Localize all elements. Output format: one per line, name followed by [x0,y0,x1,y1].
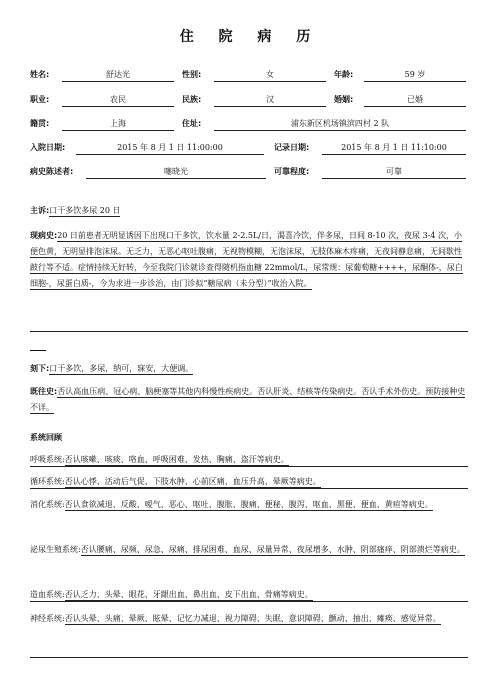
chief-complaint-text: 口干多饮多尿 20 日 [49,206,121,215]
age-label: 年龄: [334,70,354,79]
record-date-field: 2015 年 8 月 1 日 11:10:00 [322,142,466,155]
narrator-field: 噻晓光 [86,166,266,179]
review-item-text: 否认头晕、头痛、晕厥、眩晕、记忆力减退、视力障碍、失眠、意识障碍、颤动、抽出、瘫痪、感觉异常。 [64,614,441,623]
info-row-origin [30,118,470,134]
sex-label: 性别: [182,70,202,79]
age-field: 59 岁 [364,69,466,82]
page-title: 住 院 病 历 [179,29,321,45]
origin-label: 籍贯: [30,119,50,128]
marriage-field: 已婚 [364,94,466,107]
origin-field: 上海 [62,118,174,131]
past-history-text: 否认高血压病、冠心病、脑梗塞等其他内科慢性疾病史。否认肝炎、结核等传染病史。否认手术外伤史。预防接种史不详。 [30,387,466,412]
address-field: 浦东新区机场镇滨四村 2 队 [214,118,466,131]
review-item-text: 否认腰痛、尿频、尿急、尿痛、排尿困难、血尿、尿量异常、夜尿增多、水肿、阴部瘙痒、阴部溃烂等病史。 [80,545,465,554]
review-item-label: 循环系统: [30,477,65,486]
past-history-label: 既往史: [30,387,58,396]
review-item-text: 否认咳嗽、咳痰、咯血、呼吸困难、发热、胸痛、盗汗等病史。 [64,455,289,464]
review-nervous [30,611,468,627]
section-divider-dash [30,350,46,351]
current-symptoms-text: 口干多饮，多尿，纳可，寐安，大便调。 [49,364,194,373]
info-row-name [30,69,470,85]
present-illness-label: 现病史: [30,231,58,240]
name-label: 姓名: [30,70,50,79]
systems-review-heading: 系统回顾 [30,433,62,442]
past-history [30,384,468,416]
current-symptoms-label: 刻下: [30,364,50,373]
review-digestive [30,497,468,513]
review-urogenital [30,542,468,558]
chief-complaint-label: 主诉: [30,206,50,215]
narrator-label: 病史陈述者: [30,167,74,176]
admit-date-field: 2015 年 8 月 1 日 11:00:00 [76,142,264,155]
review-item-text: 否认乏力、头晕、眼花、牙龈出血、鼻出血、皮下出血、骨痛等病史。 [64,590,313,599]
review-item-label: 泌尿生殖系统: [30,545,81,554]
record-date-label: 记录日期: [274,143,310,152]
review-item-label: 消化系统: [30,500,65,509]
present-illness [30,228,468,292]
review-hematopoietic-line [30,601,468,602]
review-item-text: 否认心悸、活动后气促、下肢水肿、心前区痛、血压升高、晕厥等病史。 [64,477,321,486]
reliability-label: 可靠程度: [274,167,310,176]
review-item-text: 否认食欲减退、反酸、嗳气、恶心、呕吐、腹胀、腹痛、便秘、腹泻、呕血、黑便、便血、黄疸等病史。 [64,500,433,509]
review-nervous-line [30,657,468,658]
review-item-label: 呼吸系统: [30,455,65,464]
name-field: 舒达光 [62,69,174,82]
nation-field: 汉 [214,94,326,107]
reliability-field: 可靠 [322,166,466,179]
review-item-label: 造血系统: [30,590,65,599]
review-respiratory-line [30,466,468,467]
present-illness-end-line [30,331,468,332]
job-field: 农民 [62,94,174,107]
current-symptoms [30,361,468,377]
chief-complaint [30,203,468,219]
sex-field: 女 [214,69,326,82]
marriage-label: 婚姻: [334,95,354,104]
info-row-narrator [30,166,470,182]
address-label: 住址: [182,119,202,128]
review-circulatory-line [30,488,468,489]
nation-label: 民族: [182,95,202,104]
admit-date-label: 入院日期: [30,143,66,152]
info-row-dates [30,142,470,158]
job-label: 职业: [30,95,50,104]
present-illness-text: 20 日前患者无明显诱因下出现口干多饮，饮水量 2-2.5L/日，渴喜冷饮，伴多尿，日间 8-10 次，夜尿 3-4 次，小便色黄，无明显排泡沫尿。无乏力，无恶心呕吐腹痛，无视物模糊，无泡沫尿，无肢体麻木疼痛，无夜间静息痛，无间歇性跛行等不适。症情持续无好转，今至我院门诊就诊查得随机指血糖 22mmol/L，尿常规：尿葡萄糖++++，尿酮体-，尿白细胞-，尿蛋白质-，今为求进一步诊治，由门诊拟“糖尿病（未分型）”收治入院。 [30,231,463,288]
info-row-job [30,94,470,110]
review-item-label: 神经系统: [30,614,65,623]
